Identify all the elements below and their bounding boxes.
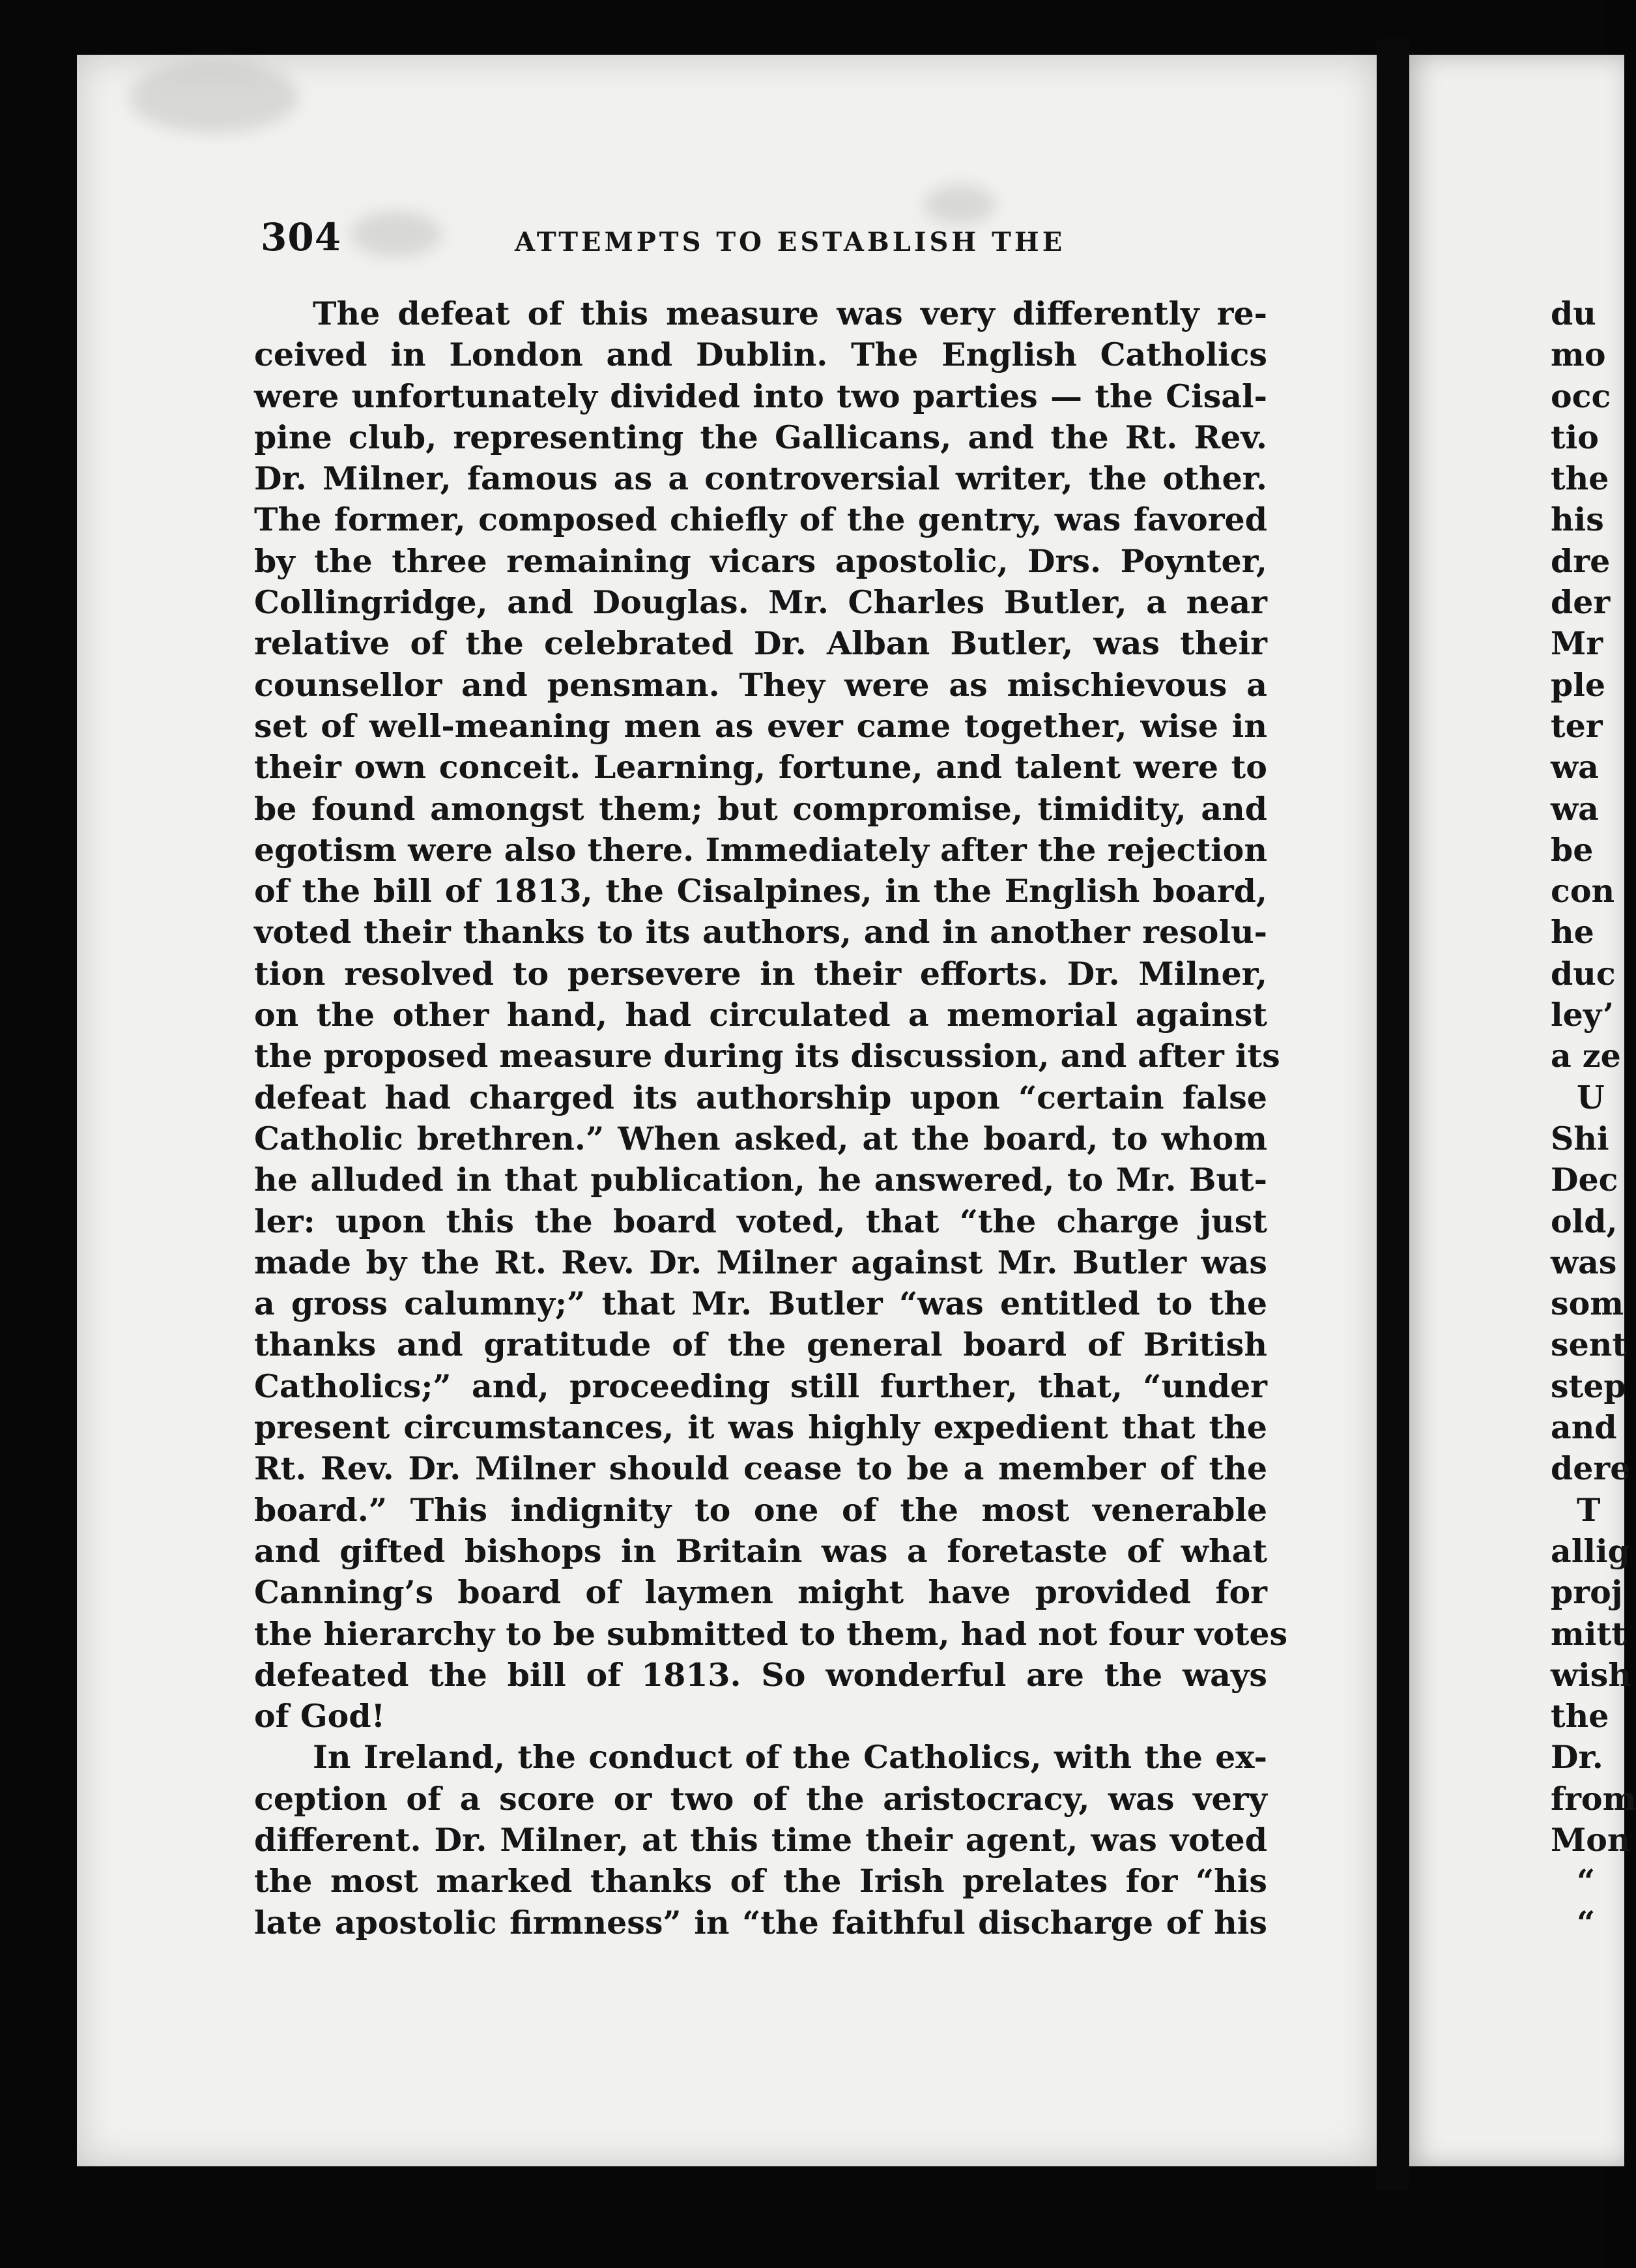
text-line: voted their thanks to its authors, and in another resolu- [254, 913, 1267, 952]
right-page-fragment: was [1551, 1243, 1617, 1281]
right-page-fragment: wa [1551, 789, 1599, 828]
right-page-fragment: his [1551, 501, 1604, 539]
right-page-fragment: wish [1551, 1655, 1632, 1694]
page-stain [129, 61, 298, 133]
text-line: Catholic brethren.” When asked, at the board, to whom [254, 1119, 1267, 1157]
text-line: The former, composed chiefly of the gentry, was favored [254, 501, 1267, 539]
right-page-fragment: occ [1551, 377, 1611, 415]
text-line: present circumstances, it was highly expedient that the [254, 1408, 1267, 1447]
text-line: relative of the celebrated Dr. Alban Butler, was their [254, 624, 1267, 663]
text-line: be found amongst them; but compromise, timidity, and [254, 789, 1267, 828]
text-line: the hierarchy to be submitted to them, had not four votes [254, 1614, 1288, 1653]
right-page-fragment: old, [1551, 1202, 1618, 1240]
text-line: In Ireland, the conduct of the Catholics, with the ex- [313, 1738, 1267, 1777]
right-page-fragment: Mr [1551, 624, 1603, 663]
right-page-text [1551, 293, 1636, 1943]
right-page-fragment: wa [1551, 748, 1599, 787]
running-head: ATTEMPTS TO ESTABLISH THE [515, 227, 1066, 257]
right-page-fragment: dere [1551, 1449, 1631, 1488]
text-line: Canning’s board of laymen might have provided for [254, 1573, 1267, 1612]
right-page-fragment: Mon [1551, 1820, 1631, 1859]
right-page-fragment: Shi [1551, 1119, 1609, 1157]
right-page-fragment: con [1551, 872, 1615, 910]
right-page-fragment: and [1551, 1408, 1617, 1447]
right-page-fragment: duc [1551, 954, 1616, 993]
right-page-fragment: dre [1551, 542, 1611, 580]
text-line: ception of a score or two of the aristocracy, was very [254, 1779, 1267, 1818]
right-page-fragment: a ze [1551, 1037, 1621, 1075]
right-page-fragment: mo [1551, 336, 1606, 374]
right-page-fragment: U [1577, 1078, 1605, 1116]
text-line: egotism were also there. Immediately after the rejection [254, 830, 1267, 869]
right-page-fragment: proj [1551, 1573, 1623, 1612]
right-page-fragment: “ [1577, 1903, 1596, 1941]
text-line: the most marked thanks of the Irish prelates for “his [254, 1862, 1267, 1900]
text-line: Collingridge, and Douglas. Mr. Charles Butler, a near [254, 583, 1267, 622]
body-text [254, 293, 1288, 1943]
right-page-fragment: the [1551, 459, 1609, 498]
right-page-fragment: tio [1551, 418, 1599, 456]
right-page-fragment: allig [1551, 1532, 1630, 1570]
text-line: by the three remaining vicars apostolic, Drs. Poynter, [254, 542, 1267, 580]
text-line: ceived in London and Dublin. The English Catholics [254, 336, 1267, 374]
right-page-fragment: mitt [1551, 1614, 1626, 1653]
text-line: and gifted bishops in Britain was a foretaste of what [254, 1532, 1267, 1570]
right-page-fragment: sent [1551, 1326, 1628, 1364]
right-page-fragment: be [1551, 830, 1594, 869]
text-line: he alluded in that publication, he answered, to Mr. But- [254, 1161, 1267, 1199]
text-line: Rt. Rev. Dr. Milner should cease to be a member of the [254, 1449, 1267, 1488]
text-line: Catholics;” and, proceeding still further, that, “under [254, 1367, 1267, 1405]
right-page-fragment: “ [1577, 1862, 1596, 1900]
text-line: board.” This indignity to one of the most venerable [254, 1490, 1267, 1529]
text-line: ler: upon this the board voted, that “the charge just [254, 1202, 1267, 1240]
text-line: of God! [254, 1697, 386, 1736]
text-line: set of well-meaning men as ever came together, wise in [254, 706, 1267, 745]
text-line: counsellor and pensman. They were as mischievous a [254, 665, 1267, 704]
right-page-fragment: step [1551, 1367, 1626, 1405]
text-line: a gross calumny;” that Mr. Butler “was entitled to the [254, 1285, 1267, 1323]
text-line: thanks and gratitude of the general board of British [254, 1326, 1267, 1364]
right-page-fragment: som [1551, 1285, 1624, 1323]
text-line: tion resolved to persevere in their efforts. Dr. Milner, [254, 954, 1267, 993]
book-gutter [1377, 39, 1409, 2190]
page-number: 304 [261, 215, 342, 259]
text-line: Dr. Milner, famous as a controversial writer, the other. [254, 459, 1267, 498]
right-page-fragment: ter [1551, 706, 1603, 745]
text-line: were unfortunately divided into two parties — the Cisal- [254, 377, 1267, 415]
right-page-fragment: Dec [1551, 1161, 1618, 1199]
text-line: The defeat of this measure was very differently re- [313, 295, 1267, 332]
text-line: defeated the bill of 1813. So wonderful are the ways [254, 1655, 1267, 1694]
text-line: pine club, representing the Gallicans, and the Rt. Rev. [254, 418, 1267, 456]
right-page-fragment: T [1577, 1490, 1601, 1529]
text-line: defeat had charged its authorship upon “certain false [254, 1078, 1267, 1116]
right-page-fragment: du [1551, 295, 1596, 332]
right-page-fragment: ple [1551, 665, 1606, 704]
text-line: their own conceit. Learning, fortune, and talent were to [254, 748, 1267, 787]
right-page-fragment: der [1551, 583, 1611, 622]
text-line: of the bill of 1813, the Cisalpines, in the English board, [254, 872, 1267, 910]
right-page-fragment: from [1551, 1779, 1636, 1818]
text-line: late apostolic firmness” in “the faithful discharge of his [254, 1903, 1267, 1941]
right-page-fragment: he [1551, 913, 1594, 952]
right-page-fragment: Dr. [1551, 1738, 1603, 1777]
page-header [261, 215, 1277, 280]
text-line: made by the Rt. Rev. Dr. Milner against Mr. Butler was [254, 1243, 1267, 1281]
text-line: different. Dr. Milner, at this time their agent, was voted [254, 1820, 1267, 1859]
right-page-fragment: the [1551, 1697, 1609, 1736]
right-page-fragment: ley’ [1551, 996, 1614, 1034]
text-line: on the other hand, had circulated a memorial against [254, 996, 1267, 1034]
text-line: the proposed measure during its discussion, and after its [254, 1037, 1280, 1075]
